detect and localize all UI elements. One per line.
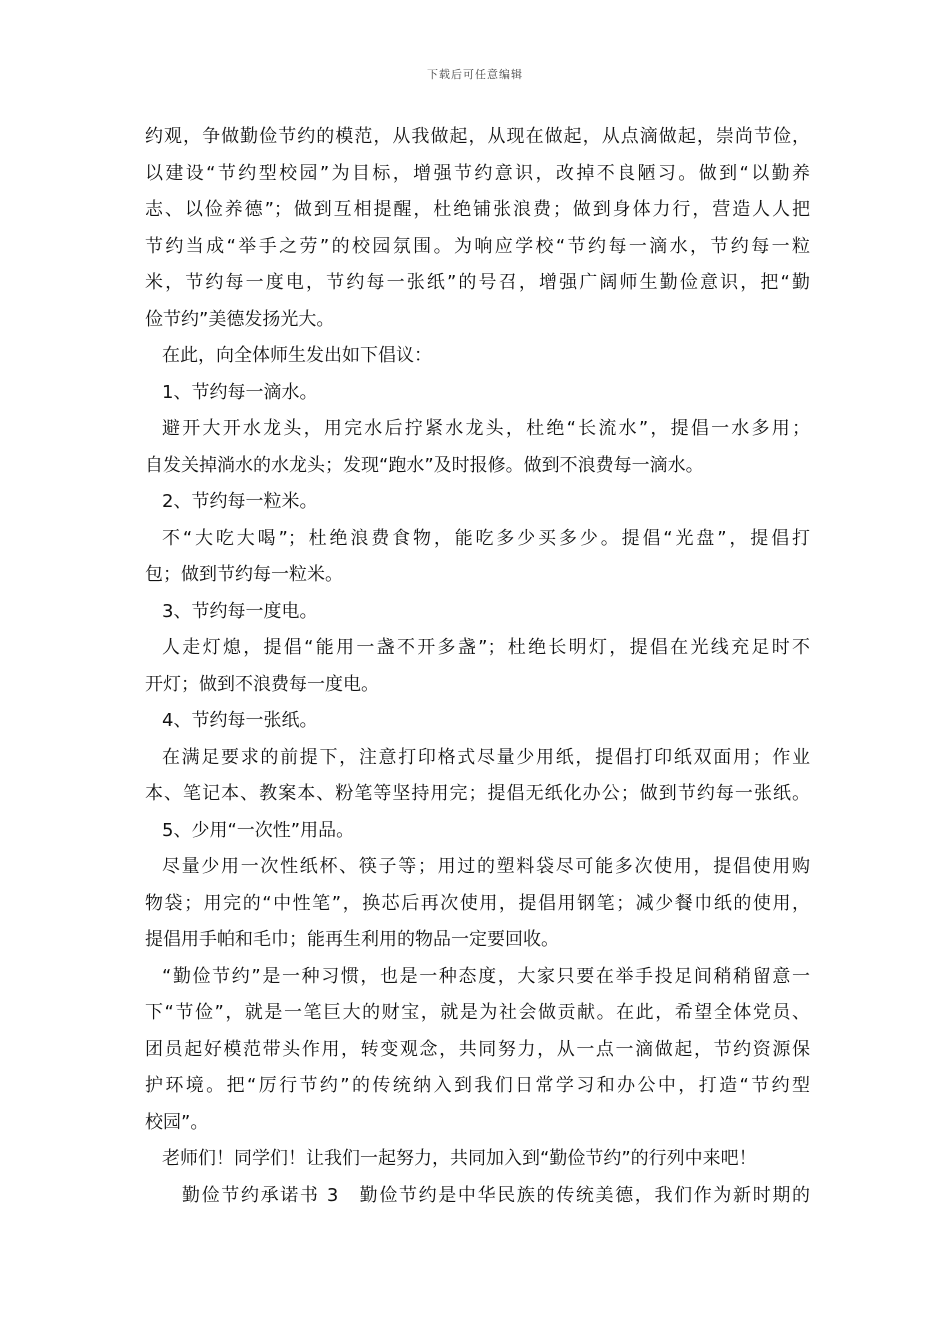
list-heading: 3、节约每一度电。 bbox=[162, 600, 318, 622]
paragraph-line: 避开大开水龙头，用完水后拧紧水龙头，杜绝“长流水”，提倡一水多用； bbox=[162, 418, 810, 439]
paragraph-line: 团员起好模范带头作用，转变观念，共同努力，从一点一滴做起，节约资源保 bbox=[145, 1038, 810, 1060]
paragraph-line: “勤俭节约”是一种习惯，也是一种态度，大家只要在举手投足间稍稍留意一 bbox=[162, 965, 810, 987]
page-header: 下载后可任意编辑 bbox=[427, 68, 523, 81]
paragraph-line: 在满足要求的前提下，注意打印格式尽量少用纸，提倡打印纸双面用；作业 bbox=[162, 746, 810, 768]
paragraph-line: 物袋；用完的“中性笔”，换芯后再次使用，提倡用钢笔；减少餐巾纸的使用， bbox=[145, 892, 810, 914]
document-body bbox=[145, 119, 810, 1214]
paragraph-line: 包；做到节约每一粒米。 bbox=[145, 564, 343, 585]
paragraph-line: 本、笔记本、教案本、粉笔等坚持用完；提倡无纸化办公；做到节约每一张纸。 bbox=[145, 783, 810, 804]
paragraph-line: 护环境。把“厉行节约”的传统纳入到我们日常学习和办公中，打造“节约型 bbox=[145, 1075, 810, 1096]
paragraph-line: 人走灯熄，提倡“能用一盏不开多盏”；杜绝长明灯，提倡在光线充足时不 bbox=[162, 637, 810, 658]
list-heading: 4、节约每一张纸。 bbox=[162, 710, 318, 731]
paragraph-line: 校园”。 bbox=[145, 1111, 209, 1133]
paragraph-line: 不“大吃大喝”；杜绝浪费食物，能吃多少买多少。提倡“光盘”，提倡打 bbox=[162, 527, 810, 549]
paragraph-line: 志、以俭养德”；做到互相提醒，杜绝铺张浪费；做到身体力行，营造人人把 bbox=[145, 199, 810, 220]
paragraph-line: 下“节俭”，就是一笔巨大的财宝，就是为社会做贡献。在此，希望全体党员、 bbox=[145, 1002, 810, 1023]
paragraph-line: 以建设“节约型校园”为目标，增强节约意识，改掉不良陋习。做到“以勤养 bbox=[145, 162, 810, 184]
list-heading: 2、节约每一粒米。 bbox=[162, 491, 318, 512]
paragraph-line: 自发关掉淌水的水龙头；发现“跑水”及时报修。做到不浪费每一滴水。 bbox=[145, 454, 704, 476]
list-heading: 5、少用“一次性”用品。 bbox=[162, 819, 355, 841]
paragraph-line: 勤俭节约承诺书 3 勤俭节约是中华民族的传统美德，我们作为新时期的 bbox=[182, 1184, 810, 1206]
paragraph-line: 约观，争做勤俭节约的模范，从我做起，从现在做起，从点滴做起，崇尚节俭， bbox=[145, 126, 810, 147]
paragraph-line: 节约当成“举手之劳”的校园氛围。为响应学校“节约每一滴水，节约每一粒 bbox=[145, 235, 810, 257]
paragraph-line: 开灯；做到不浪费每一度电。 bbox=[145, 673, 379, 695]
list-heading: 1、节约每一滴水。 bbox=[162, 381, 318, 403]
paragraph-line: 老师们！同学们！让我们一起努力，共同加入到“勤俭节约”的行列中来吧！ bbox=[162, 1148, 757, 1169]
paragraph-line: 尽量少用一次性纸杯、筷子等；用过的塑料袋尽可能多次使用，提倡使用购 bbox=[162, 856, 810, 877]
paragraph-line: 提倡用手帕和毛巾；能再生利用的物品一定要回收。 bbox=[145, 929, 559, 950]
paragraph-line: 米，节约每一度电，节约每一张纸”的号召，增强广阔师生勤俭意识，把“勤 bbox=[145, 272, 810, 293]
paragraph-line: 在此，向全体师生发出如下倡议： bbox=[162, 345, 432, 366]
paragraph-line: 俭节约”美德发扬光大。 bbox=[145, 308, 335, 330]
